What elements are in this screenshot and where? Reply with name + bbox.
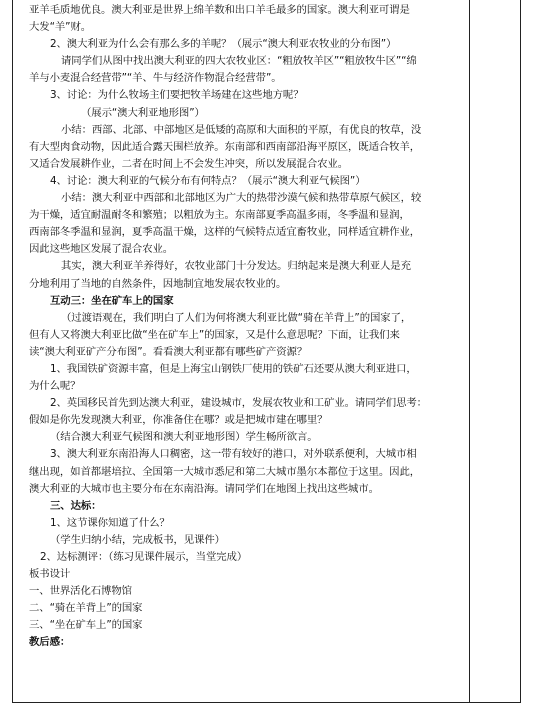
text-line: 继出现，如首都堪培拉、全国第一大城市悉尼和第二大城市墨尔本都位于这里。因此， (29, 465, 421, 478)
text-line: 读“澳大利亚矿产分布图”。看看澳大利亚都有哪些矿产资源？ (29, 345, 308, 358)
text-line: 澳大利亚的大城市也主要分布在东南沿海。请同学们在地图上找出这些城市。 (29, 482, 379, 495)
text-line: 有大型肉食动物，因此适合露天围栏放养。东南部和西南部沿海平原区，既适合牧羊， (29, 140, 421, 153)
text-line: （结合澳大利亚气候图和澳大利亚地形图）学生畅所欲言。 (50, 431, 318, 444)
text-line: 分地利用了当地的自然条件，因地制宜地发展农牧业的。 (29, 277, 287, 290)
text-line: 小结：澳大利亚中西部和北部地区为广大的热带沙漠气候和热带草原气候区，较 (61, 192, 422, 205)
lesson-plan-content (29, 2, 467, 652)
text-line: （学生归纳小结，完成板书，见课件） (50, 533, 225, 546)
text-line: 又适合发展耕作业，二者在时间上不会发生冲突，所以发展混合农业。 (29, 157, 349, 170)
text-line: 3、讨论：为什么牧场主们要把牧羊场建在这些地方呢？ (50, 89, 304, 102)
text-line: 三、“坐在矿车上”的国家 (29, 619, 143, 632)
text-line: 为干燥，适宜耐温耐冬和繁殖；以粗放为主。东南部夏季高温多雨，冬季温和显润， (29, 209, 410, 222)
text-line: （过渡语观在，我们明白了人们为何将澳大利亚比做“骑在羊背上”的国家了， (61, 311, 412, 324)
text-line: 一、世界活化石博物馆 (29, 585, 132, 598)
text-line: 4、讨论：澳大利亚的气候分布有何特点？（展示“澳大利亚气候图”） (50, 174, 366, 187)
text-line: （展示“澳大利亚地形图”） (81, 106, 205, 119)
text-line: 假如是你先发现澳大利亚，你准备住在哪？或是把城市建在哪里？ (29, 414, 328, 427)
text-line: 小结：西部、北部、中部地区是低矮的高原和大面积的平原，有优良的牧草，没 (61, 123, 422, 136)
text-line: 3、澳大利亚东南沿海人口稠密，这一带有较好的港口，对外联系便利，大城市相 (50, 448, 417, 461)
text-line: 西南部冬季温和显润，夏季高温干燥，这样的气候特点适宜畜牧业，同样适宜耕作业， (29, 226, 421, 239)
text-line: 羊与小麦混合经营带”“羊、牛与经济作物混合经营带”。 (29, 72, 282, 85)
text-line: 二、“骑在羊背上”的国家 (29, 602, 143, 615)
text-line: 大发“羊”财。 (29, 21, 92, 34)
table-column-divider (469, 0, 470, 703)
text-line: 教后感： (29, 636, 71, 649)
text-line: 但有人又将澳大利亚比做“坐在矿车上”的国家，又是什么意思呢？下面，让我们来 (29, 328, 400, 341)
text-line: 1、这节课你知道了什么？ (50, 516, 170, 529)
text-line: 其实，澳大利亚羊养得好，农牧业部门十分发达。归纳起来是澳大利亚人是充 (61, 260, 411, 273)
text-line: 互动三：坐在矿车上的国家 (50, 294, 174, 307)
text-line: 请同学们从图中找出澳大利亚的四大农牧业区：“粗放牧羊区”“粗放牧牛区”“绵 (61, 55, 417, 68)
text-line: 1、我国铁矿资源丰富，但是上海宝山钢铁厂使用的铁矿石还要从澳大利亚进口， (50, 362, 417, 375)
text-line: 板书设计 (29, 568, 71, 581)
text-line: 因此这些地区发展了混合农业。 (29, 243, 174, 256)
text-line: 2、达标测评：（练习见课件展示，当堂完成） (40, 551, 248, 563)
text-line: 亚羊毛质地优良。澳大利亚是世界上绵羊数和出口羊毛最多的国家。澳大利亚可谓是 (29, 4, 410, 16)
lesson-plan-table (12, 0, 521, 703)
text-line: 2、澳大利亚为什么会有那么多的羊呢？（展示“澳大利亚农牧业的分布图”） (50, 38, 397, 51)
text-line: 2、英国移民首先到达澳大利亚，建设城市，发展农牧业和工矿业。请同学们思考： (50, 397, 427, 410)
text-line: 三、达标： (50, 499, 102, 512)
text-line: 为什么呢？ (29, 380, 81, 393)
